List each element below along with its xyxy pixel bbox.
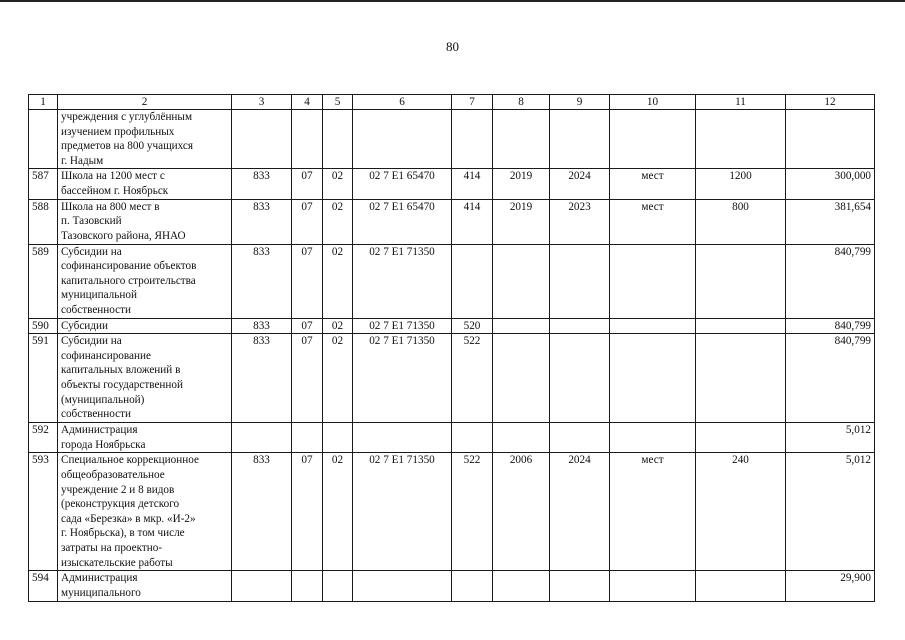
table-cell: 840,799 bbox=[786, 318, 875, 334]
column-header: 8 bbox=[493, 95, 550, 110]
table-row bbox=[29, 244, 875, 318]
table-cell: 02 7 E1 65470 bbox=[353, 169, 452, 199]
table-cell: 593 bbox=[29, 453, 58, 571]
table-cell: 381,654 bbox=[786, 199, 875, 244]
table-cell bbox=[786, 110, 875, 169]
table-cell: 240 bbox=[696, 453, 786, 571]
table-cell bbox=[292, 423, 323, 453]
table-cell: учреждения с углублённым изучением профильных предметов на 800 учащихся г. Надым bbox=[58, 110, 232, 169]
table-cell: мест bbox=[610, 453, 696, 571]
table-cell bbox=[550, 571, 610, 601]
table-cell: 522 bbox=[452, 453, 493, 571]
table-cell bbox=[610, 318, 696, 334]
table-cell bbox=[696, 334, 786, 423]
table-cell bbox=[550, 423, 610, 453]
column-header: 7 bbox=[452, 95, 493, 110]
table-cell: 1200 bbox=[696, 169, 786, 199]
table-cell: 07 bbox=[292, 169, 323, 199]
table-cell bbox=[323, 571, 353, 601]
table-cell: 29,900 bbox=[786, 571, 875, 601]
page-top-border bbox=[0, 0, 905, 2]
table-cell: 590 bbox=[29, 318, 58, 334]
table-cell bbox=[292, 571, 323, 601]
table-cell bbox=[696, 571, 786, 601]
table-cell: Субсидии bbox=[58, 318, 232, 334]
table-row bbox=[29, 571, 875, 601]
column-header: 1 bbox=[29, 95, 58, 110]
table-cell: 02 bbox=[323, 318, 353, 334]
table-cell: 2019 bbox=[493, 169, 550, 199]
table-header-row bbox=[29, 95, 875, 110]
table-cell: 587 bbox=[29, 169, 58, 199]
table-cell: 5,012 bbox=[786, 453, 875, 571]
table-cell bbox=[493, 110, 550, 169]
table-cell: 2023 bbox=[550, 199, 610, 244]
table-cell: Администрация города Ноябрьска bbox=[58, 423, 232, 453]
table-cell bbox=[493, 571, 550, 601]
table-cell bbox=[696, 110, 786, 169]
table-cell bbox=[452, 571, 493, 601]
column-header: 12 bbox=[786, 95, 875, 110]
table-cell: 5,012 bbox=[786, 423, 875, 453]
table-cell bbox=[452, 423, 493, 453]
table-cell bbox=[610, 423, 696, 453]
table-cell bbox=[353, 110, 452, 169]
table-cell: Администрация муниципального bbox=[58, 571, 232, 601]
table-cell bbox=[232, 110, 292, 169]
column-header: 6 bbox=[353, 95, 452, 110]
table-cell: 833 bbox=[232, 334, 292, 423]
table-cell: 02 7 E1 71350 bbox=[353, 453, 452, 571]
table-cell bbox=[353, 571, 452, 601]
table-cell: 833 bbox=[232, 199, 292, 244]
table-cell: 300,000 bbox=[786, 169, 875, 199]
table-cell bbox=[610, 334, 696, 423]
table-row bbox=[29, 453, 875, 571]
table-row bbox=[29, 199, 875, 244]
table-cell: 02 bbox=[323, 199, 353, 244]
table-cell bbox=[610, 244, 696, 318]
table-cell: 833 bbox=[232, 169, 292, 199]
table-cell bbox=[493, 318, 550, 334]
table-cell bbox=[696, 244, 786, 318]
table-cell: 800 bbox=[696, 199, 786, 244]
table-cell: 07 bbox=[292, 244, 323, 318]
table-cell: 02 bbox=[323, 244, 353, 318]
table-cell: Школа на 1200 мест с бассейном г. Ноябрьск bbox=[58, 169, 232, 199]
table-row bbox=[29, 169, 875, 199]
table-cell: 414 bbox=[452, 199, 493, 244]
column-header: 3 bbox=[232, 95, 292, 110]
table-cell: 2019 bbox=[493, 199, 550, 244]
table-cell bbox=[696, 318, 786, 334]
table-cell bbox=[452, 244, 493, 318]
table-cell bbox=[493, 423, 550, 453]
table-cell: Субсидии на софинансирование объектов капитального строительства муниципальной собственности bbox=[58, 244, 232, 318]
data-table bbox=[28, 94, 875, 602]
table-cell: 2006 bbox=[493, 453, 550, 571]
table-cell: 589 bbox=[29, 244, 58, 318]
table-cell: 07 bbox=[292, 318, 323, 334]
table-cell bbox=[493, 334, 550, 423]
table-cell: 840,799 bbox=[786, 334, 875, 423]
table-cell: 07 bbox=[292, 453, 323, 571]
table-cell: 02 bbox=[323, 334, 353, 423]
column-header: 2 bbox=[58, 95, 232, 110]
table-cell bbox=[29, 110, 58, 169]
page-number: 80 bbox=[446, 39, 459, 54]
table-body bbox=[29, 110, 875, 602]
table-cell: 522 bbox=[452, 334, 493, 423]
table-cell: 2024 bbox=[550, 453, 610, 571]
table-row bbox=[29, 318, 875, 334]
table-cell: 02 bbox=[323, 453, 353, 571]
column-header: 4 bbox=[292, 95, 323, 110]
table-cell bbox=[323, 110, 353, 169]
table-cell: 2024 bbox=[550, 169, 610, 199]
table-row bbox=[29, 334, 875, 423]
table-cell: 833 bbox=[232, 244, 292, 318]
table-cell: мест bbox=[610, 199, 696, 244]
table-cell: 833 bbox=[232, 453, 292, 571]
table-cell bbox=[292, 110, 323, 169]
column-header: 11 bbox=[696, 95, 786, 110]
table-cell: 840,799 bbox=[786, 244, 875, 318]
table-cell: 02 7 E1 71350 bbox=[353, 318, 452, 334]
table-cell bbox=[696, 423, 786, 453]
table-cell bbox=[550, 334, 610, 423]
table-cell: 594 bbox=[29, 571, 58, 601]
table-cell bbox=[452, 110, 493, 169]
table-row bbox=[29, 110, 875, 169]
table-cell: 02 7 E1 65470 bbox=[353, 199, 452, 244]
table-cell: 591 bbox=[29, 334, 58, 423]
table-cell bbox=[610, 571, 696, 601]
table-cell: 592 bbox=[29, 423, 58, 453]
table-cell: мест bbox=[610, 169, 696, 199]
table-cell: 02 bbox=[323, 169, 353, 199]
table-cell: 07 bbox=[292, 199, 323, 244]
table-cell: 02 7 E1 71350 bbox=[353, 244, 452, 318]
table-cell bbox=[232, 423, 292, 453]
table-row bbox=[29, 423, 875, 453]
table-cell: 588 bbox=[29, 199, 58, 244]
table-cell: 414 bbox=[452, 169, 493, 199]
column-header: 9 bbox=[550, 95, 610, 110]
table-cell bbox=[493, 244, 550, 318]
table-cell: 07 bbox=[292, 334, 323, 423]
table-cell bbox=[550, 244, 610, 318]
table-cell: 520 bbox=[452, 318, 493, 334]
table-cell: 02 7 E1 71350 bbox=[353, 334, 452, 423]
table-cell: 833 bbox=[232, 318, 292, 334]
table-cell bbox=[353, 423, 452, 453]
table-cell bbox=[610, 110, 696, 169]
column-header: 5 bbox=[323, 95, 353, 110]
table-cell: Субсидии на софинансирование капитальных вложений в объекты государственной (муниципальной) собственности bbox=[58, 334, 232, 423]
table-cell bbox=[323, 423, 353, 453]
table-cell: Школа на 800 мест в п. Тазовский Тазовского района, ЯНАО bbox=[58, 199, 232, 244]
column-header: 10 bbox=[610, 95, 696, 110]
table-cell bbox=[232, 571, 292, 601]
table-cell bbox=[550, 110, 610, 169]
table-cell: Специальное коррекционное общеобразовательное учреждение 2 и 8 видов (реконструкция детского сада «Березка» в мкр. «И-2» г. Ноябрьска), в том числе затраты на проектно- изыскательские работы bbox=[58, 453, 232, 571]
table-cell bbox=[550, 318, 610, 334]
